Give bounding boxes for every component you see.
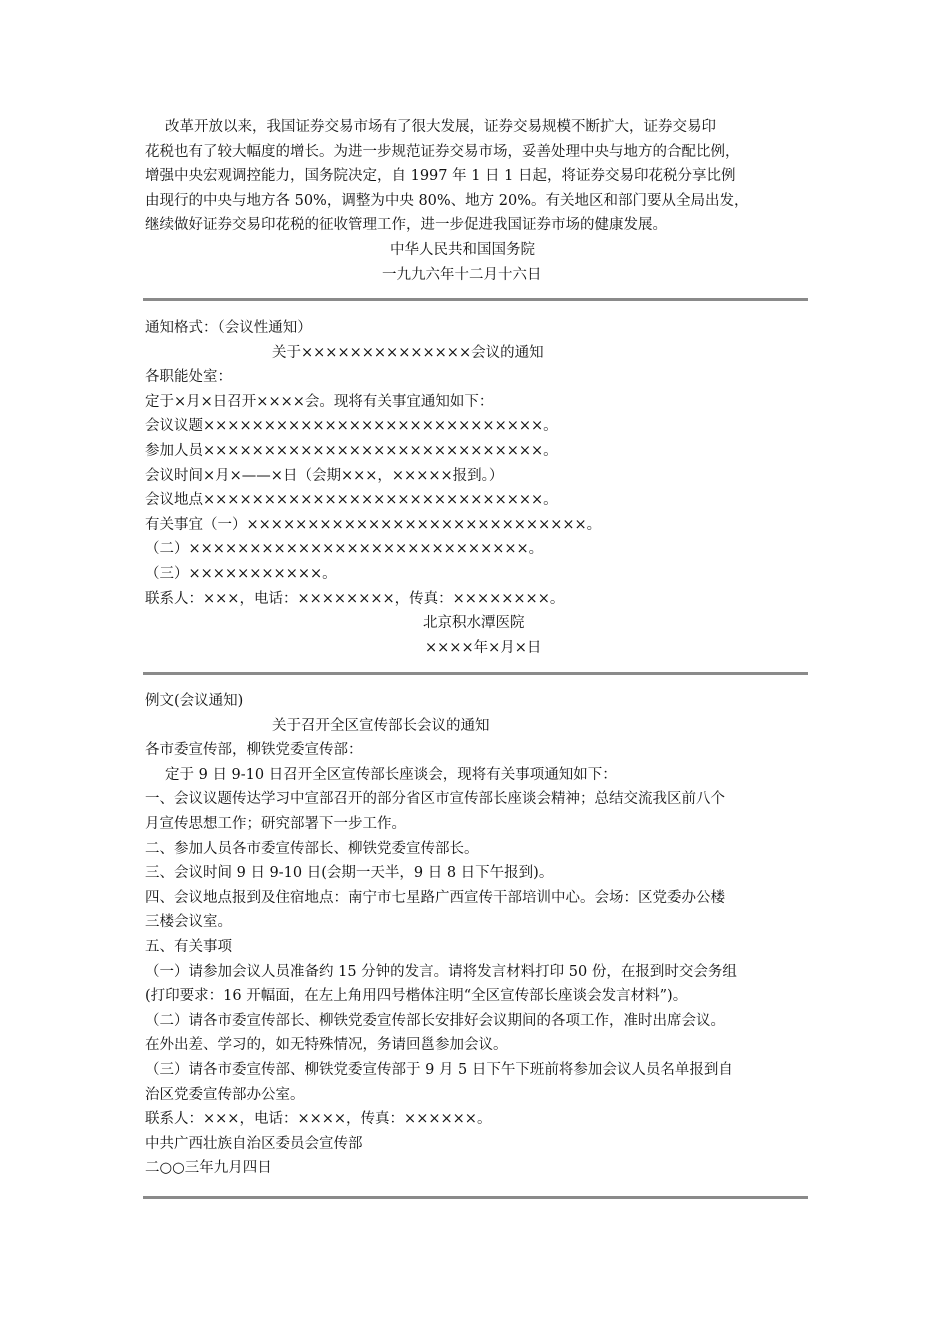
intro-date: 一九九六年十二月十六日: [382, 266, 542, 283]
divider-2: [143, 672, 808, 675]
template-matters-1: 有关事宜（一）××××××××××××××××××××××××××××。: [145, 516, 602, 533]
template-addressee: 各职能处室：: [145, 369, 232, 386]
template-signer: 北京积水潭医院: [423, 615, 525, 632]
example-item1-line2: 月宣传思想工作；研究部署下一步工作。: [145, 815, 406, 832]
example-sub3-line2: 治区党委宣传部办公室。: [145, 1086, 305, 1103]
intro-line-1: 改革开放以来，我国证券交易市场有了很大发展，证券交易规模不断扩大，证券交易印: [165, 119, 716, 135]
intro-line-3: 增强中央宏观调控能力，国务院决定，自 1997 年 1 日 1 日起，将证券交易印花税分享比例: [145, 168, 736, 185]
template-attendees: 参加人员××××××××××××××××××××××××××××。: [145, 442, 558, 459]
example-opening: 定于 9 日 9-10 日召开全区宣传部长座谈会，现将有关事项通知如下：: [165, 766, 617, 783]
intro-section: [145, 115, 807, 287]
example-date: 二○○三年九月四日: [145, 1160, 272, 1177]
intro-line-4: 由现行的中央与地方各 50%，调整为中央 80%、地方 20%。有关地区和部门要从全局出发，: [145, 192, 749, 209]
example-label: 例文(会议通知): [145, 693, 244, 709]
example-section: [145, 689, 807, 1181]
template-time: 会议时间×月×——×日（会期×××，×××××报到。）: [145, 467, 504, 484]
example-item4-line1: 四、会议地点报到及住宿地点：南宁市七星路广西宣传干部培训中心。会场：区党委办公楼: [145, 889, 725, 906]
divider-1: [143, 298, 808, 301]
example-sub2-line1: （二）请各市委宣传部长、柳铁党委宣传部长安排好会议期间的各项工作，准时出席会议。: [145, 1012, 725, 1029]
template-place: 会议地点××××××××××××××××××××××××××××。: [145, 492, 558, 509]
example-sub1-line2: (打印要求：16 开幅面，在左上角用四号楷体注明“全区宣传部长座谈会发言材料”)。: [145, 988, 688, 1005]
template-section: [145, 316, 807, 660]
template-matters-3: （三）×××××××××××。: [145, 565, 337, 582]
template-matters-2: （二）××××××××××××××××××××××××××××。: [145, 541, 544, 558]
template-date: ××××年×月×日: [425, 639, 542, 656]
intro-line-2: 花税也有了较大幅度的增长。为进一步规范证券交易市场，妥善处理中央与地方的合配比例，: [145, 143, 740, 160]
example-item3: 三、会议时间 9 日 9-10 日(会期一天半，9 日 8 日下午报到)。: [145, 865, 554, 882]
template-contact: 联系人：×××，电话：××××××××，传真：××××××××。: [145, 590, 565, 607]
example-contact: 联系人：×××，电话：××××，传真：××××××。: [145, 1111, 492, 1128]
template-format-label: 通知格式：（会议性通知）: [145, 320, 312, 336]
example-addressee: 各市委宣传部，柳铁党委宣传部：: [145, 742, 363, 759]
example-item1-line1: 一、会议议题传达学习中宣部召开的部分省区市宣传部长座谈会精神；总结交流我区前八个: [145, 791, 725, 808]
divider-3: [143, 1196, 808, 1199]
example-sub2-line2: 在外出差、学习的，如无特殊情况，务请回邕参加会议。: [145, 1037, 508, 1054]
example-sub1-line1: （一）请参加会议人员准备约 15 分钟的发言。请将发言材料打印 50 份，在报到时交会务组: [145, 963, 737, 980]
example-item2: 二、参加人员各市委宣传部长、柳铁党委宣传部长。: [145, 840, 479, 857]
intro-signer: 中华人民共和国国务院: [390, 241, 535, 258]
example-item4-line2: 三楼会议室。: [145, 914, 232, 931]
example-item5: 五、有关事项: [145, 938, 232, 955]
template-title: 关于××××××××××××××会议的通知: [272, 344, 544, 361]
example-title: 关于召开全区宣传部长会议的通知: [272, 717, 490, 734]
template-opening: 定于×月×日召开××××会。现将有关事宜通知如下：: [145, 393, 494, 410]
intro-line-5: 继续做好证券交易印花税的征收管理工作，进一步促进我国证券市场的健康发展。: [145, 217, 667, 234]
example-signer: 中共广西壮族自治区委员会宣传部: [145, 1135, 363, 1152]
template-topic: 会议议题××××××××××××××××××××××××××××。: [145, 418, 558, 435]
example-sub3-line1: （三）请各市委宣传部、柳铁党委宣传部于 9 月 5 日下午下班前将参加会议人员名单报到自: [145, 1061, 733, 1078]
